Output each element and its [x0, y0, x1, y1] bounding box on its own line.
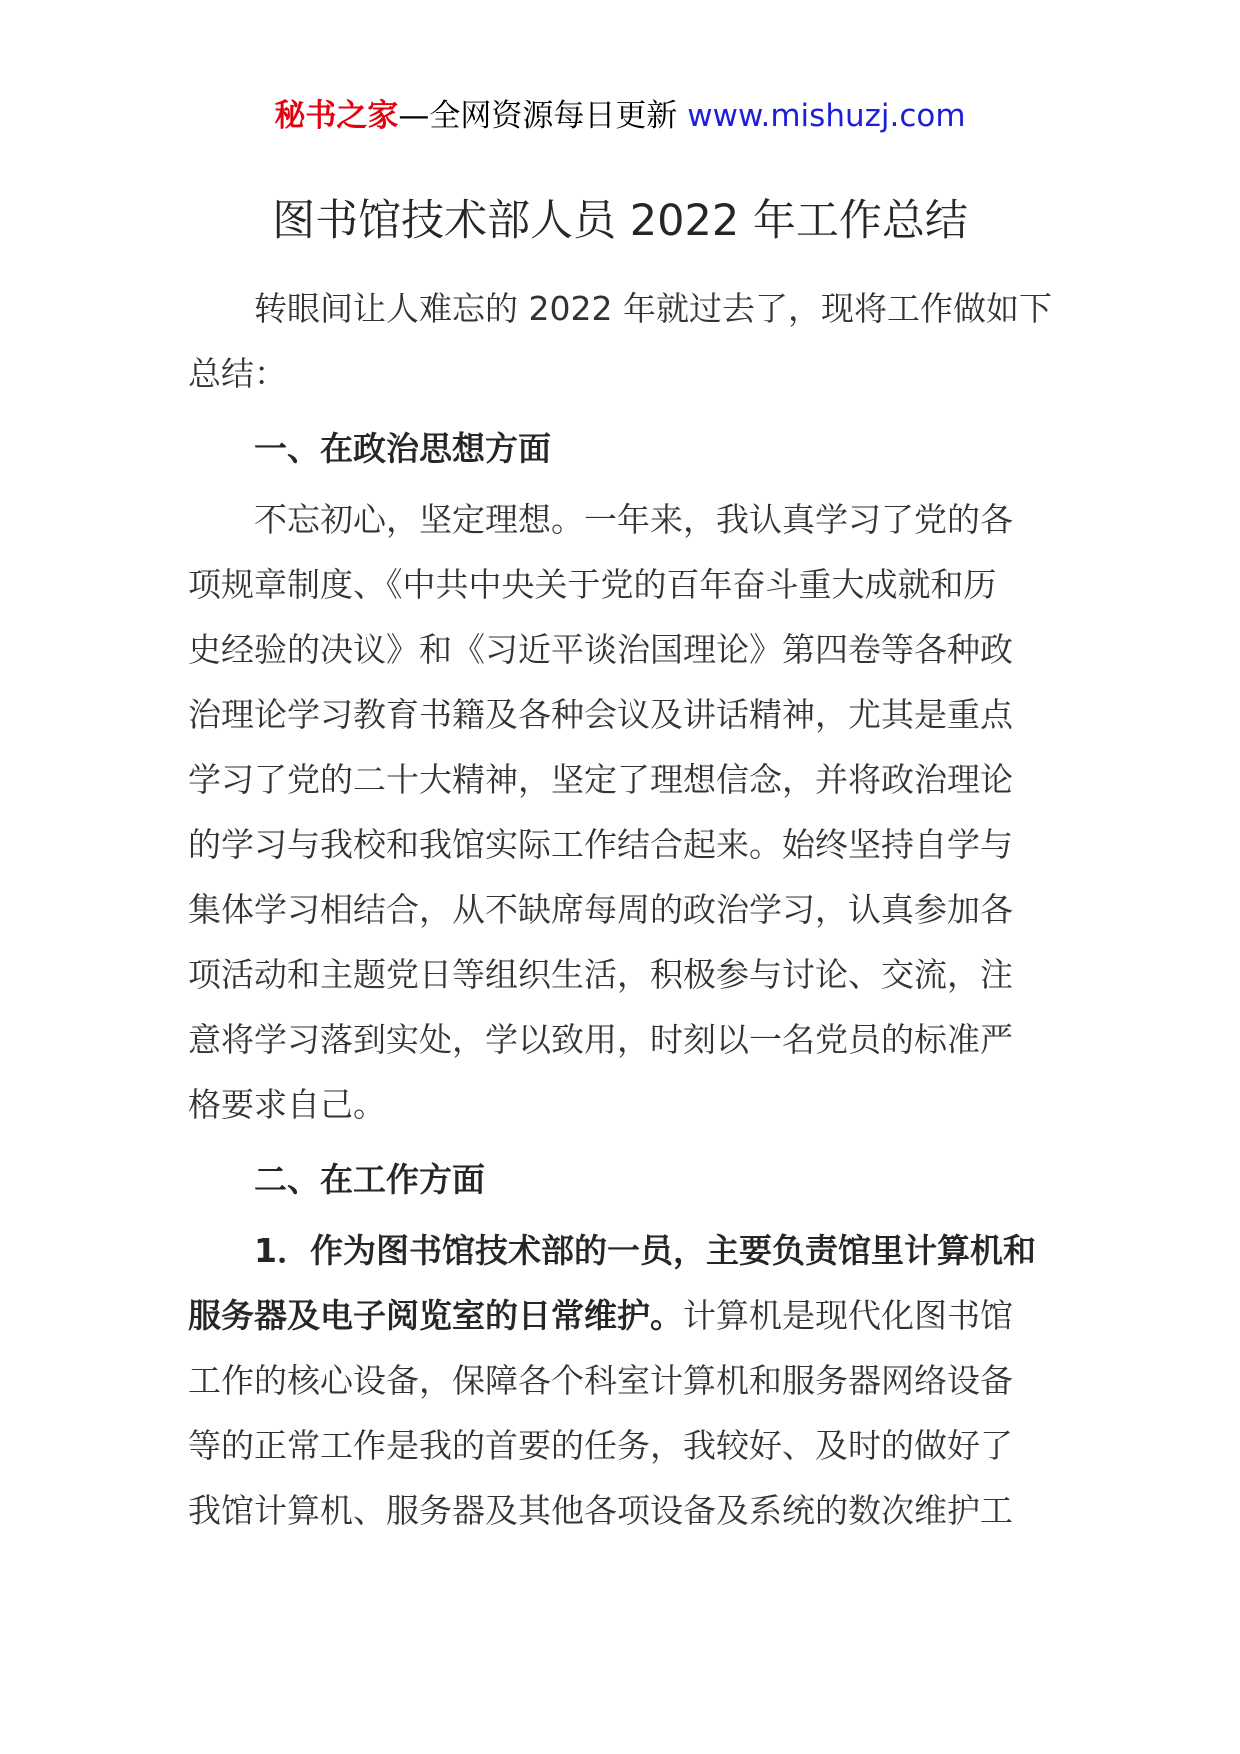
- intro-line: 总结：: [188, 354, 287, 393]
- paragraph-line: 的学习与我校和我馆实际工作结合起来。始终坚持自学与: [188, 825, 1013, 864]
- item1-regular-text: 计算机是现代化图书馆: [683, 1296, 1013, 1335]
- paragraph-line: 治理论学习教育书籍及各种会议及讲话精神，尤其是重点: [188, 695, 1013, 734]
- paragraph-line: 工作的核心设备，保障各个科室计算机和服务器网络设备: [188, 1361, 1013, 1400]
- paragraph-line: 意将学习落到实处，学以致用，时刻以一名党员的标准严: [188, 1020, 1013, 1059]
- paragraph-line: 格要求自己。: [188, 1085, 386, 1124]
- section2-item1-paragraph: [188, 1218, 1058, 1543]
- intro-paragraph: [188, 276, 1058, 406]
- item1-bold-line: 1．作为图书馆技术部的一员，主要负责馆里计算机和: [254, 1231, 1036, 1270]
- brand-name: 秘书之家: [274, 98, 399, 134]
- site-header: [0, 98, 1240, 135]
- paragraph-line: 项活动和主题党日等组织生活，积极参与讨论、交流，注: [188, 955, 1013, 994]
- paragraph-line: 项规章制度、《中共中央关于党的百年奋斗重大成就和历: [188, 565, 997, 604]
- header-tagline: —全网资源每日更新: [398, 98, 688, 134]
- site-url[interactable]: www.mishuzj.com: [687, 98, 966, 134]
- section1-heading: 一、在政治思想方面: [254, 429, 551, 468]
- section1-paragraph: [188, 487, 1058, 1137]
- paragraph-line: 集体学习相结合，从不缺席每周的政治学习，认真参加各: [188, 890, 1013, 929]
- item1-mixed-line: [188, 1283, 1058, 1348]
- intro-line: 转眼间让人难忘的 2022 年就过去了，现将工作做如下: [254, 289, 1052, 328]
- document-title: 图书馆技术部人员 2022 年工作总结: [272, 196, 968, 246]
- paragraph-line: 等的正常工作是我的首要的任务，我较好、及时的做好了: [188, 1426, 1013, 1465]
- paragraph-line: 学习了党的二十大精神，坚定了理想信念，并将政治理论: [188, 760, 1013, 799]
- paragraph-line: 不忘初心，坚定理想。一年来，我认真学习了党的各: [254, 500, 1013, 539]
- section2-heading: 二、在工作方面: [254, 1160, 485, 1199]
- item1-bold-text: 服务器及电子阅览室的日常维护。: [188, 1296, 683, 1335]
- paragraph-line: 史经验的决议》和《习近平谈治国理论》第四卷等各种政: [188, 630, 1013, 669]
- paragraph-line: 我馆计算机、服务器及其他各项设备及系统的数次维护工: [188, 1491, 1013, 1530]
- document-body: [188, 276, 1058, 1543]
